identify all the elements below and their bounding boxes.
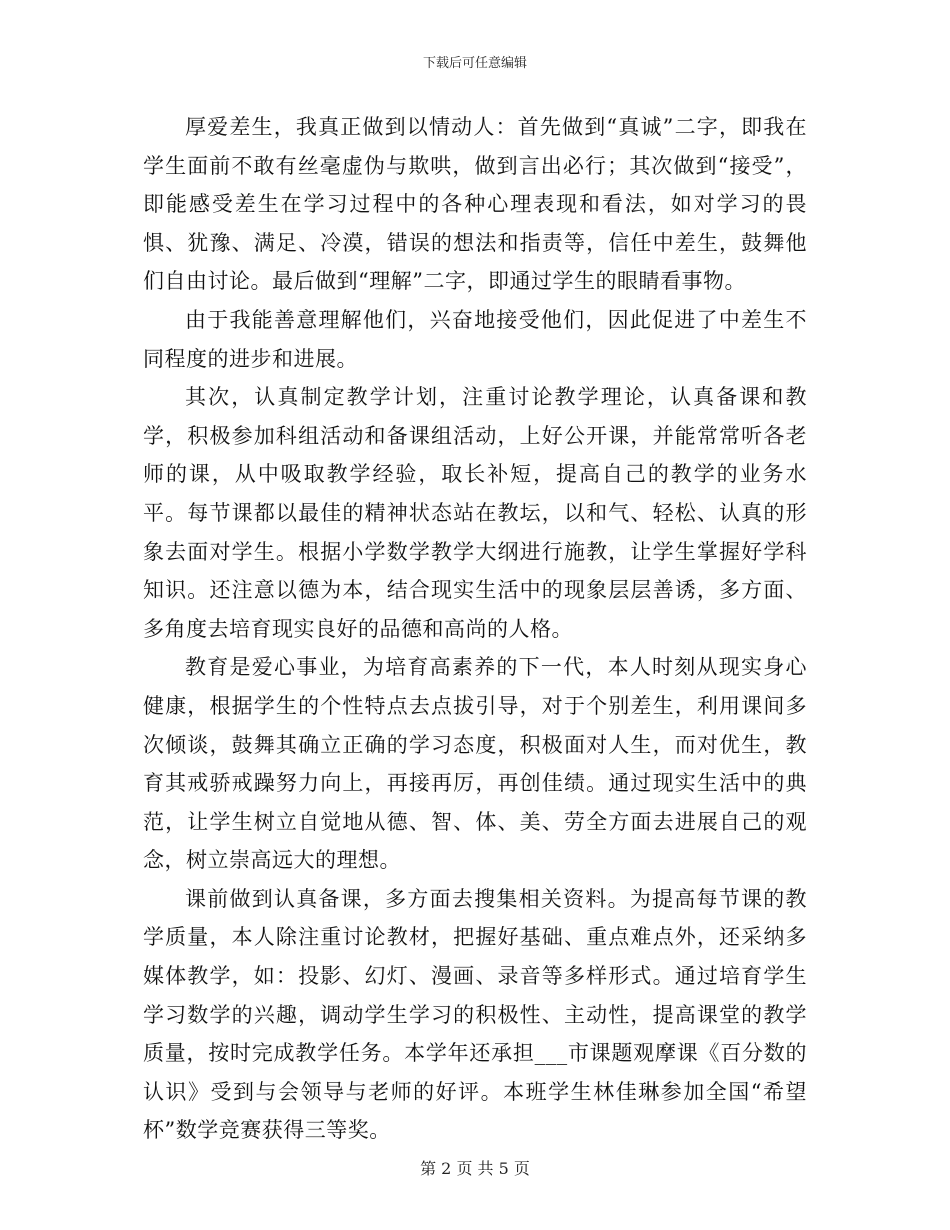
paragraph-5: 课前做到认真备课，多方面去搜集相关资料。为提高每节课的教学质量，本人除注重讨论教材，把握好基础、重点难点外，还采纳多媒体教学，如：投影、幻灯、漫画、录音等多样形式。通过培育学生学习数学的兴趣，调动学生学习的积极性、主动性，提高课堂的教学质量，按时完成教学任务。本学年还承担___市课题观摩课《百分数的认识》受到与会领导与老师的好评。本班学生林佳琳参加全国“希望杯”数学竞赛获得三等奖。 (143, 886, 807, 1143)
paragraph-3: 其次，认真制定教学计划，注重讨论教学理论，认真备课和教学，积极参加科组活动和备课组活动，上好公开课，并能常常听各老师的课，从中吸取教学经验，取长补短，提高自己的教学的业务水平。每节课都以最佳的精神状态站在教坛，以和气、轻松、认真的形象去面对学生。根据小学数学教学大纲进行施教，让学生掌握好学科知识。还注意以德为本，结合现实生活中的现象层层善诱，多方面、多角度去培育现实良好的品德和高尚的人格。 (143, 385, 807, 641)
paragraph-2: 由于我能善意理解他们，兴奋地接受他们，因此促进了中差生不同程度的进步和进展。 (143, 307, 807, 371)
page-number: 第 2 页 共 5 页 (420, 1159, 530, 1178)
paragraph-4: 教育是爱心事业，为培育高素养的下一代，本人时刻从现实身心健康，根据学生的个性特点去点拔引导，对于个别差生，利用课间多次倾谈，鼓舞其确立正确的学习态度，积极面对人生，而对优生，教育其戒骄戒躁努力向上，再接再厉，再创佳绩。通过现实生活中的典范，让学生树立自觉地从德、智、体、美、劳全方面去进展自己的观念，树立崇高远大的理想。 (143, 655, 807, 873)
document-body (143, 108, 807, 1150)
page-header-note: 下载后可任意编辑 (422, 56, 527, 71)
paragraph-1: 厚爱差生，我真正做到以情动人：首先做到“真诚”二字，即我在学生面前不敢有丝毫虚伪与欺哄，做到言出必行；其次做到“接受”，即能感受差生在学习过程中的各种心理表现和看法，如对学习的畏惧、犹豫、满足、冷漠，错误的想法和指责等，信任中差生，鼓舞他们自由讨论。最后做到“理解”二字，即通过学生的眼睛看事物。 (143, 115, 807, 294)
